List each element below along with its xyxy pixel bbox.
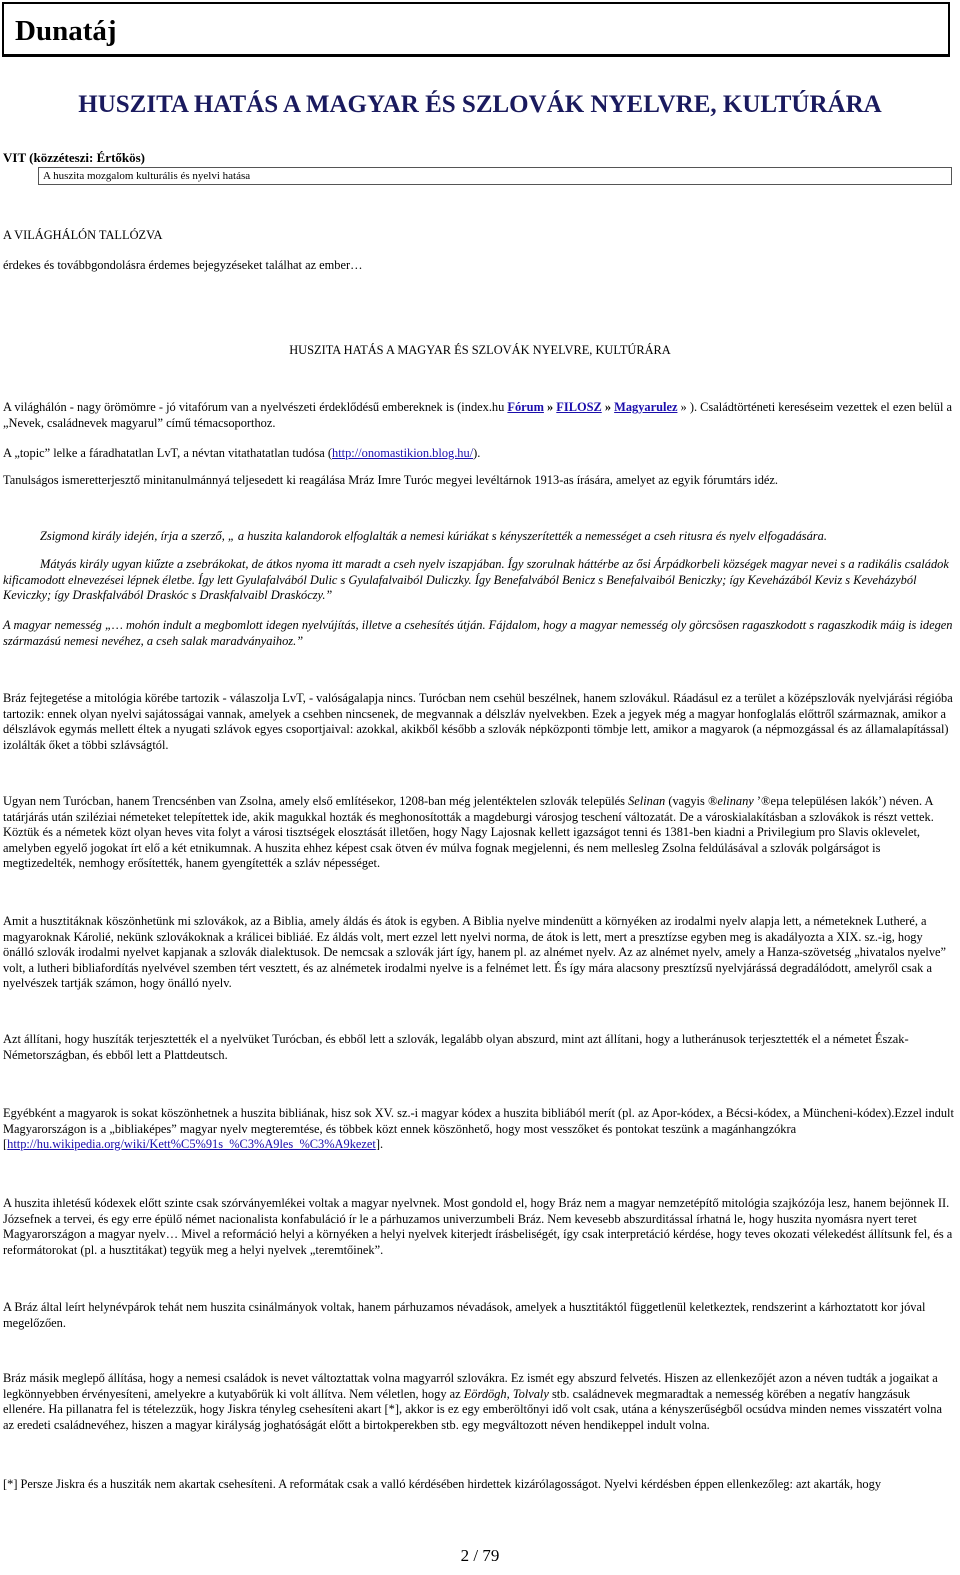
site-title[interactable]: Dunatáj [15, 15, 117, 47]
paragraph-nemesi-csaladok [3, 1371, 954, 1433]
text: ]. [375, 1137, 384, 1151]
site-header [2, 2, 950, 57]
paragraph-szorvanyemlekek: A huszita ihletésű kódexek előtt szinte csak szórványemlékei voltak a magyar nyelvnek. Most gondold el, hogy Bráz nem a magyar nemzetépítő mitológia szajkózója lesz, hanem bejönnek II. Józsefnek a tervei, és egy erre épülő német nacionalista konfabuláció ír le a párhuzamos univerzumbeli Bráz. Nem kevesebb abszurditással írhatná le, hogy huszita nyomásra nyert teret Magyarországon a magyar nyelv… Mivel a reformáció helyi a környéken a helyi nyelvek kiterjedt írásbeliségét, így csak interpretáció kérdése, hogy teves okozati vélekedést állítsunk fel, és a reformátorokat (pl. a husztitákat) tegyük meg a helyi nyelvek „teremtőinek”. [3, 1196, 953, 1257]
section-heading: A VILÁGHÁLÓN TALLÓZVA [3, 228, 163, 242]
text: » ). Családtörténeti kereséseim vezettek el ezen belül a „Nevek, családnevek magyarul” című témacsoporthoz. [3, 400, 952, 430]
footnote: [*] Persze Jiskra és a husziták nem akartak csehesíteni. A reformátak csak a valló kérdésében hirdettek kizárólagosságot. Nyelvi kérdésben éppen ellenkezőleg: azt akarták, hogy [3, 1477, 882, 1491]
quote-zsigmond: Zsigmond király idején, írja a szerző, „ a huszita kalandorok elfoglalták a nemesi kúriákat s kényszerítették a nemességet a cseh ritusra és nyelv elfogadására. [40, 529, 827, 543]
text: Bráz másik meglepő állítása, hogy a nemesi családok is nevet változtattak volna magyarról szlovákra. Ez ismét egy abszurd felvetés. Hiszen az ellenkezőjét azon a néven tudták a jogaikat a legkönnyebben érvényesíteni, amelyekre a kutyabőrük ki volt állítva. Nem véletlen, hogy az [3, 1371, 938, 1401]
breadcrumb-separator: » [543, 400, 557, 414]
text: ’®eµa településen lakók’) néven. A tatárjárás után sziléziai németeket telepítettek ide, akik magukkal hozták és meghonosították a magdeburgi városjog teschení változatát. De a városkialakításban a szlovákok is részt vettek. Köztük és a németek közt olyan heves vita folyt a városi tisztségek elosztását illetően, hogy Nagy Lajosnak kellett igazságot tenni és 1381-ben kiadni a Privilegium pro Slavis oklevelet, amelyben egyelő jogokat írt elő a két etnikumnak. A huszita ehhez képest csak ötven év múlva fognak megjelenni, és nem mellesleg Zsolna feldúlásával a szlovák polgárságot is megtizedelték, nemhogy erősítették, hanem gyengítették a szláv népességet. [3, 794, 934, 870]
filosz-link[interactable]: FILOSZ [556, 400, 602, 414]
paragraph-zsolna [3, 794, 954, 872]
post-meta [3, 150, 145, 166]
text: Eördögh, Tolvaly [463, 1386, 549, 1401]
text: ®elinany [707, 794, 754, 808]
breadcrumb-separator: » [601, 400, 615, 414]
text: Selinan [628, 794, 666, 808]
forum-link[interactable]: Fórum [507, 400, 544, 414]
quote-nemesseg: A magyar nemesség „… mohón indult a megbomlott idegen nyelvújítás, illetve a csehesítés útján. Fájdalom, hogy a magyar nemesség oly görcsösen ragaszkodott s ragaszkodik máig is idegen származású nemesi nevéhez, a cseh salak maradványaihoz.” [3, 618, 953, 648]
text: stb. családnevek megmaradtak a nemesség körében a negatív hangzásuk ellenére. Ha pillanatra fel is tételezzük, hogy Jiskra tényleg csehesíteni akart [*], akkor is ez egy emberöltőnyi idő volt csak, utána a kényszerűségből ocsúdva minden nemes visszatért volna az eredeti családnevéhez, hiszen a magyar királyság joghatóságát előtt a birtokperekben stb. egy megváltozott néven hendikeppel indult volna. [3, 1386, 942, 1432]
text: A „topic” lelke a fáradhatatlan LvT, a névtan vitathatatlan tudósa ( [3, 446, 333, 460]
text: (vagyis [665, 794, 708, 808]
text: ). [473, 446, 481, 460]
post-summary: A huszita mozgalom kulturális és nyelvi hatása [38, 167, 952, 185]
tagline: érdekes és továbbgondolásra érdemes bejegyzéseket találhat az ember… [3, 258, 363, 272]
wikipedia-link[interactable]: http://hu.wikipedia.org/wiki/Kett%C5%91s_%C3%A9les_%C3%A9kezet [7, 1137, 376, 1151]
paragraph-kodexek [3, 1106, 954, 1153]
post-title: HUSZITA HATÁS A MAGYAR ÉS SZLOVÁK NYELVRE, KULTÚRÁRA [78, 91, 882, 118]
text: Ugyan nem Turócban, hanem Trencsénben van Zsolna, amely első említésekor, 1208-ban még jelentéktelen szlovák település [3, 794, 629, 808]
paragraph-topic [3, 446, 954, 462]
paragraph-biblia: Amit a husztitáknak köszönhetünk mi szlovákok, az a Biblia, amely áldás és átok is egyben. A Biblia nyelve mindenütt a környéken az irodalmi nyelv alapja lett, a németeknek Lutheré, a magyaroknak Károlié, nekünk szlovákoknak a králicei bibliáé. Ez áldás volt, mert ezzel lett nyelvi norma, de átok is lett, mert a presztízse egyben meg is akadályozta a XIX. sz.-ig, hogy önálló szlovák irodalmi nyelvet kapjanak a szlovák dialektusok. De nemcsak a szlovák járt így, hanem pl. az alnémet nyelv. Az az alnémet nyelv, amely a Hanza-szövetség „hivatalos nyelve” volt, a lutheri bibliafordítás nyelvével szemben tért vesztett, és az alnémetek irodalmi nyelve is a felnémet lett. És így mára alacsony presztízsű nyelvjárássá degradálódott, amelyről csak a nyelvészek tartják számon, hogy önálló nyelv. [3, 914, 947, 990]
paragraph-abszurd: Azt állítani, hogy huszíták terjesztették el a nyelvüket Turócban, és ebből lett a szlovák, legalább olyan abszurd, mint azt állítani, hogy a lutheránusok terjesztették el a németet Észak-Németországban, és ebből lett a Plattdeutsch. [3, 1032, 909, 1062]
onomastikion-link[interactable]: http://onomastikion.blog.hu/ [332, 446, 474, 460]
article-subtitle: HUSZITA HATÁS A MAGYAR ÉS SZLOVÁK NYELVRE, KULTÚRÁRA [289, 343, 671, 357]
quote-matyas: Mátyás király ugyan kiűzte a zsebrákokat, de átkos nyoma itt maradt a cseh nyelv iszapjában. Így szorulnak háttérbe az ősi Árpádkorbeli községek magyar nevei s a radikális családok kificamodott elnevezései lépnek életbe. Így lett Gyulafalvából Dulic s Gyulafalvaiból Duliczky. Így Benefalvából Benicz s Benefalvaiból Beniczky; így Keveházából Keviz s Keveházyból Keviczky; így Draskfalvából Draskóc s Draskfalvaibl Draskóczy.” [3, 557, 949, 602]
page-number: 2 / 79 [460, 1546, 500, 1565]
text: A világhálón - nagy örömömre - jó vitafórum van a nyelvészeti érdeklődésű embereknek is (index.hu [3, 400, 508, 414]
post-author: VIT (közzéteszi: Értőkös) [3, 150, 146, 165]
magyarulez-link[interactable]: Magyarulez [614, 400, 678, 414]
text: Egyébként a magyarok is sokat köszönhetnek a huszita bibliának, hisz sok XV. sz.-i magyar kódex a huszita bibliából merít (pl. az Apor-kódex, a Bécsi-kódex, a Müncheni-kódex).Ezzel indult Magyarországon is a „bibliaképes” magyar nyelv megteremtése, és többek közt ennek köszönhető, hogy most vesszőket és pontokat teszünk a magánhangzókra [ [3, 1106, 954, 1151]
paragraph-mitologia: Bráz fejtegetése a mitológia körébe tartozik - válaszolja LvT, - valóságalapja nincs. Turócban nem csehül beszélnek, hanem szlovákul. Ráadásul ez a terület a középszlovák nyelvjárási régióba tartozik: ennek olyan nyelvi sajátosságai vannak, amelyek a csehben nincsenek, de megvannak a délszláv nyelvekben. Ezek a jegyek még a magyar honfoglalás előttről származnak, amikor a délszlávok egymás mellett éltek a nyugati szlávok egyes csoportjaival: azokkal, akikből később a szlovák népközponti tömbje lett, amikor a magyarok (a népmozgással és az államalapítással) izolálták őket a többi szlávságtól. [3, 691, 953, 752]
paragraph-reaction: Tanulságos ismeretterjesztő minitanulmánnyá teljesedett ki reagálása Mráz Imre Turóc megyei levéltárnok 1913-as írására, amelyet az egyik fórumtárs idéz. [3, 473, 778, 487]
paragraph-helynevparok: A Bráz által leírt helynévpárok tehát nem huszita csinálmányok voltak, hanem párhuzamos névadások, amelyek a husztitáktól függetlenül keletkeztek, rendszerint a kárhoztatott kor jóval megelőzően. [3, 1300, 926, 1330]
paragraph-intro [3, 400, 954, 431]
